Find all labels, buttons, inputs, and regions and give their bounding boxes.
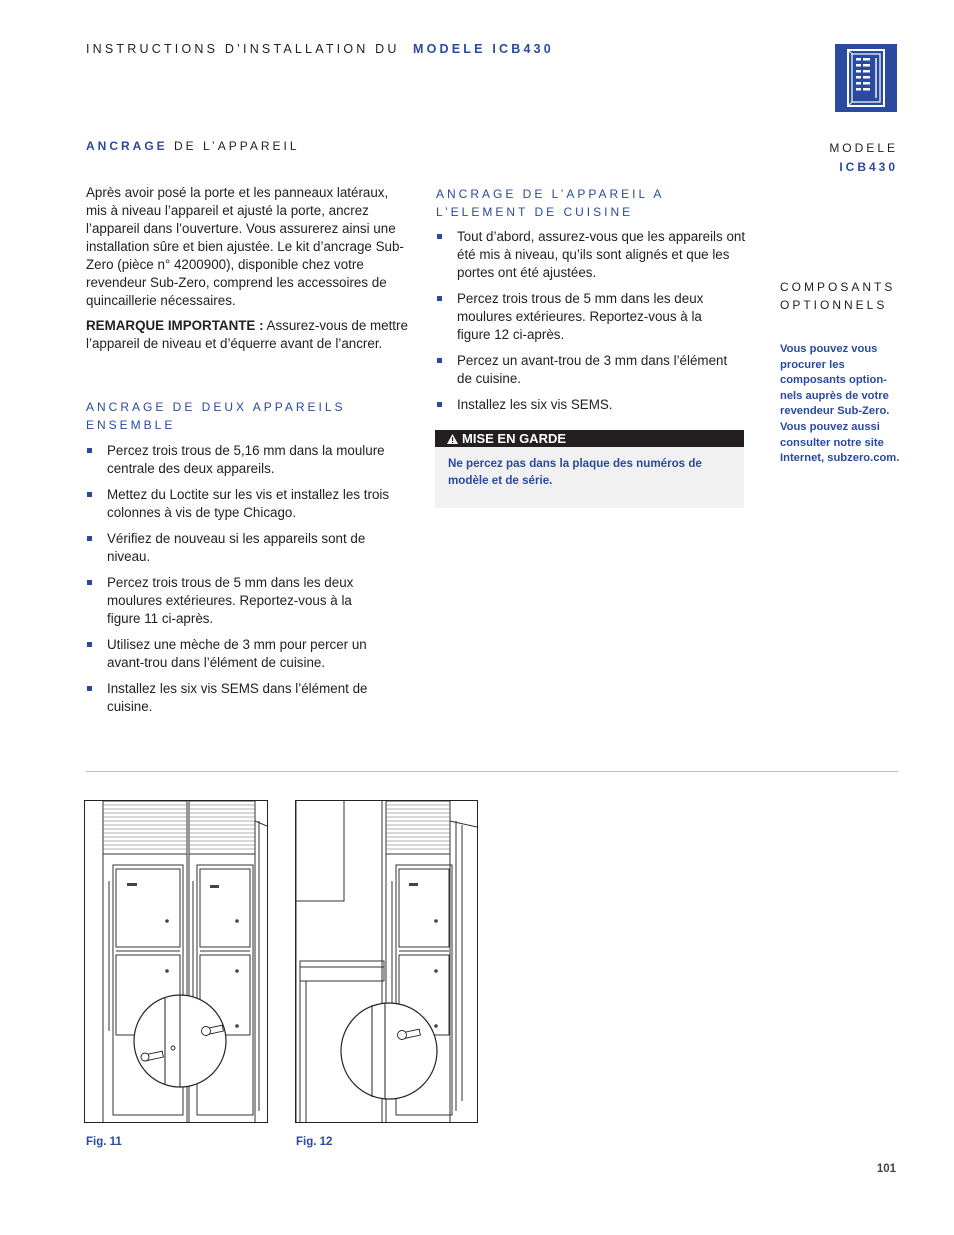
optional-text: Vous pouvez vous procurer les composants option-nels auprès de votre revendeur Sub-Zero. Vous pouvez aussi consulter notre site Internet, subzero.com. (780, 343, 900, 465)
bullet-icon (87, 536, 92, 541)
bullet-icon (87, 642, 92, 647)
bullet-icon (87, 448, 92, 453)
remark-paragraph (86, 317, 411, 353)
figure-11-caption: Fig. 11 (86, 1136, 122, 1148)
bullet-icon (87, 686, 92, 691)
list-item (436, 396, 756, 414)
list-item (436, 228, 756, 282)
list-item-text: Percez trois trous de 5,16 mm dans la moulure centrale des deux appareils. (107, 443, 385, 476)
list-item-text: Tout d’abord, assurez-vous que les appareils ont été mis à niveau, qu’ils sont alignés et que les portes ont été ajustées. (457, 229, 746, 280)
list-item (86, 530, 408, 566)
list-item-text: Percez un avant-trou de 3 mm dans l’élément de cuisine. (457, 353, 728, 386)
header-prefix: INSTRUCTIONS D’INSTALLATION DU (86, 42, 400, 56)
bullet-icon (437, 402, 442, 407)
two-units-title: ANCRAGE DE DEUX APPAREILS ENSEMBLE (86, 400, 346, 432)
section-title (86, 139, 300, 153)
list-item (86, 574, 408, 628)
list-item (86, 486, 408, 522)
warning-title: MISE EN GARDE (462, 431, 567, 446)
section-title-bold: ANCRAGE (86, 139, 168, 153)
remark-label: REMARQUE IMPORTANTE : (86, 318, 264, 333)
header-model: MODELE ICB430 (412, 42, 554, 56)
side-model-label (829, 139, 898, 177)
intro-paragraph: Après avoir posé la porte et les panneaux latéraux, mis à niveau l’appareil et ajusté la porte, ancrez l’appareil dans l’ouverture. Vous assurerez ainsi une installation sûre et bien ajustée. Le kit d’ancrage Sub-Zero (pièce n° 4200900), disponible chez votre revendeur Sub-Zero, comprend les accessoires de quincaillerie nécessaires. (86, 185, 404, 308)
bullet-icon (87, 492, 92, 497)
section-divider (86, 771, 898, 772)
list-item (86, 442, 408, 478)
page-number: 101 (876, 1163, 896, 1175)
warning-text: Ne percez pas dans la plaque des numéros de modèle et de série. (448, 457, 702, 487)
section-title-rest: DE L’APPAREIL (174, 139, 300, 153)
cabinet-title: ANCRAGE DE L’APPAREIL A L’ELEMENT DE CUISINE (436, 187, 664, 219)
bullet-icon (87, 580, 92, 585)
optional-title: COMPOSANTS OPTIONNELS (780, 280, 896, 312)
list-item (86, 636, 408, 672)
list-item-text: Percez trois trous de 5 mm dans les deux moulures extérieures. Reportez-vous à la figure 11 ci-après. (107, 575, 354, 626)
bullet-icon (437, 358, 442, 363)
list-item-text: Percez trois trous de 5 mm dans les deux moulures extérieures. Reportez-vous à la figure 12 ci-après. (457, 291, 704, 342)
list-item-text: Vérifiez de nouveau si les appareils sont de niveau. (107, 531, 366, 564)
side-model-line2: ICB430 (839, 160, 898, 174)
warning-triangle-icon (447, 431, 458, 448)
side-model-line1: MODELE (829, 141, 898, 155)
list-item (436, 352, 756, 388)
warning-header (435, 430, 744, 447)
list-item-text: Installez les six vis SEMS dans l’élément de cuisine. (107, 681, 368, 714)
bullet-icon (437, 296, 442, 301)
warning-box (435, 430, 744, 508)
list-item (86, 680, 408, 716)
two-units-list (86, 442, 408, 724)
figure-12-illustration (295, 800, 478, 1123)
list-item-text: Installez les six vis SEMS. (457, 397, 613, 412)
refrigerator-icon (835, 44, 897, 112)
cabinet-list (436, 228, 756, 422)
remark-text: Assurez-vous de mettre l’appareil de niveau et d’équerre avant de l’ancrer. (86, 318, 408, 351)
figure-12-caption: Fig. 12 (296, 1136, 333, 1148)
bullet-icon (437, 234, 442, 239)
list-item-text: Utilisez une mèche de 3 mm pour percer un avant-trou dans l’élément de cuisine. (107, 637, 367, 670)
list-item-text: Mettez du Loctite sur les vis et installez les trois colonnes à vis de type Chicago. (107, 487, 390, 520)
figure-11-illustration (84, 800, 268, 1123)
list-item (436, 290, 756, 344)
running-header (86, 42, 554, 56)
